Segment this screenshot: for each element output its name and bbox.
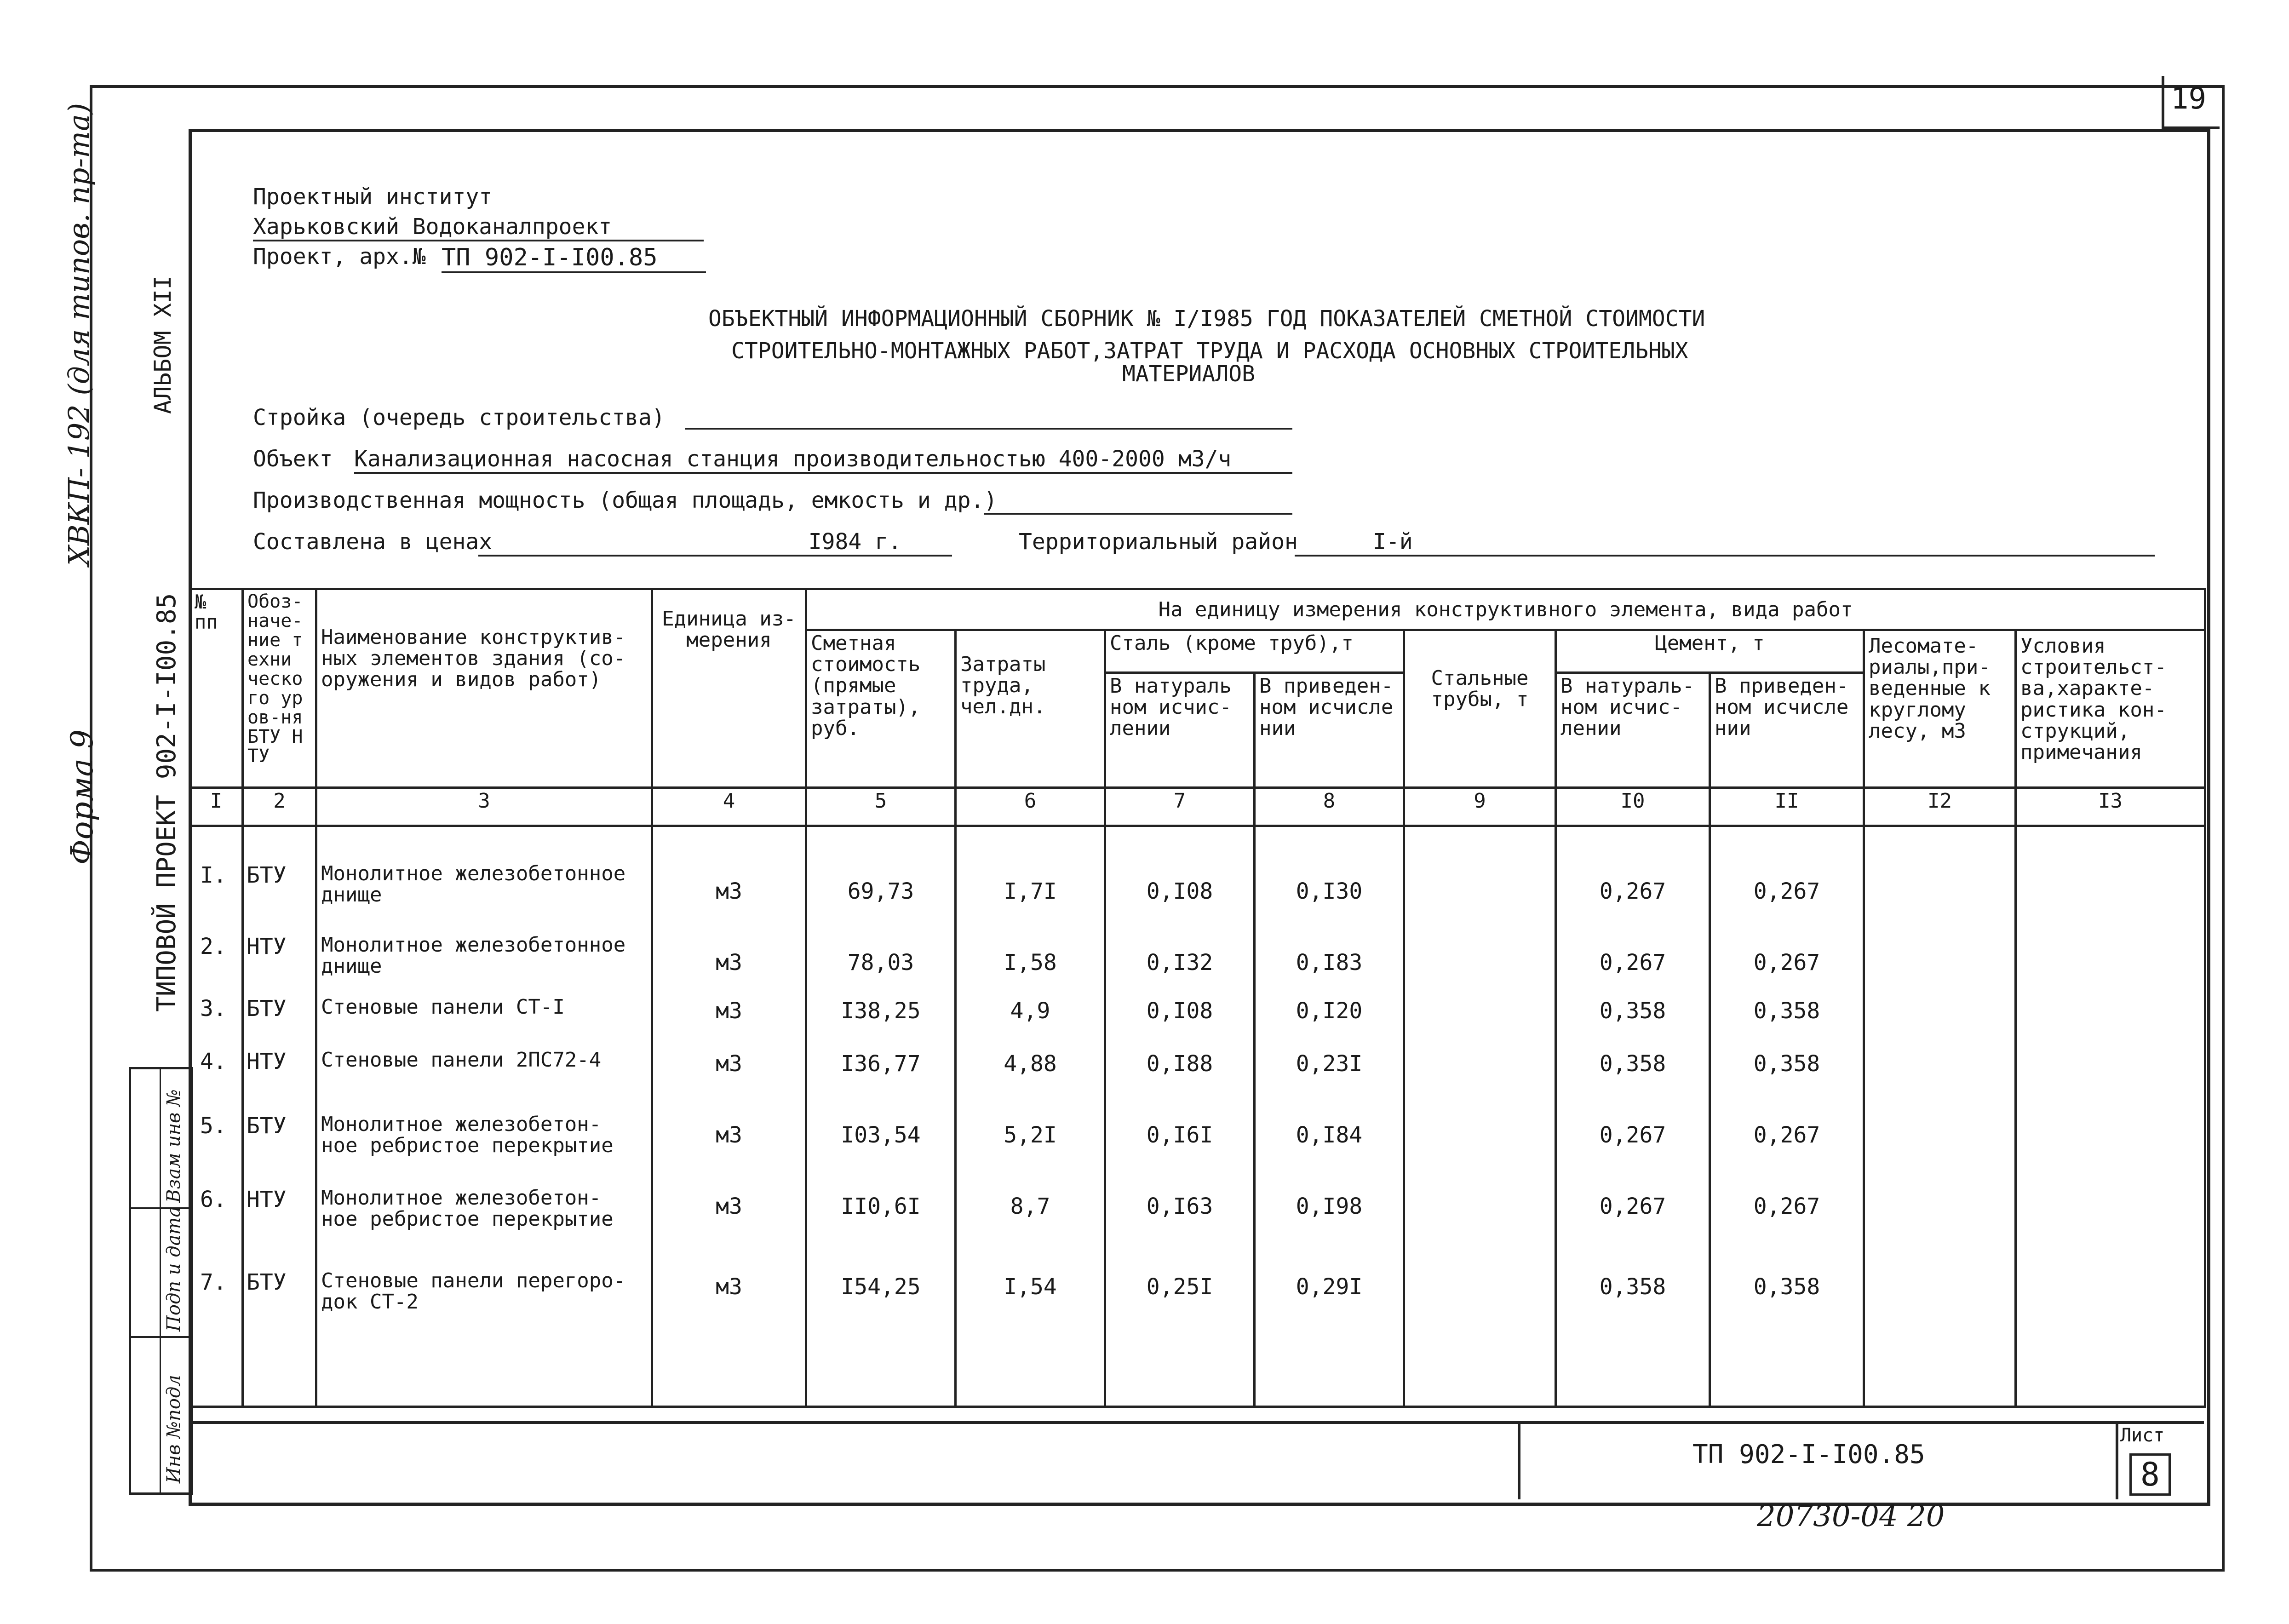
row-level: БТУ xyxy=(247,1113,287,1139)
stamp-replace: Взам инв № xyxy=(163,1089,184,1203)
row-name: Стеновые панели перегоро- xyxy=(321,1269,626,1292)
row-name: док СТ-2 xyxy=(321,1290,419,1314)
row-cost: 69,73 xyxy=(847,878,914,904)
body-col-number xyxy=(190,826,243,1407)
col-number: 4 xyxy=(652,788,806,826)
row-labor: 4,9 xyxy=(1010,998,1050,1024)
stamp-sign: Подп и дата xyxy=(163,1206,184,1331)
row-cost: I54,25 xyxy=(841,1274,921,1300)
row-cement-reduced: 0,358 xyxy=(1753,998,1820,1024)
row-unit: м3 xyxy=(716,1274,742,1300)
body-col-unit xyxy=(652,826,806,1407)
row-unit: м3 xyxy=(716,1194,742,1219)
document-title-2: СТРОИТЕЛЬНО-МОНТАЖНЫХ РАБОТ,ЗАТРАТ ТРУДА И РАСХОДА ОСНОВНЫХ СТРОИТЕЛЬНЫХ xyxy=(731,338,1688,364)
body-col-timber xyxy=(1864,826,2016,1407)
capacity-label: Производственная мощность (общая площадь, емкость и др.) xyxy=(253,488,998,513)
row-steel-natural: 0,I63 xyxy=(1146,1194,1213,1219)
row-cement-natural: 0,267 xyxy=(1599,1194,1666,1219)
project-label: Проект, арх.№ xyxy=(253,244,426,270)
col-number: 8 xyxy=(1255,788,1404,826)
row-labor: I,58 xyxy=(1004,950,1057,976)
row-steel-reduced: 0,I30 xyxy=(1296,878,1363,904)
row-steel-reduced: 0,I20 xyxy=(1296,998,1363,1024)
col-header-9: Стальные трубы, т xyxy=(1404,630,1556,788)
row-name: ное ребристое перекрытие xyxy=(321,1134,614,1157)
col-number: 9 xyxy=(1404,788,1556,826)
row-cement-reduced: 0,267 xyxy=(1753,1194,1820,1219)
row-steel-natural: 0,I08 xyxy=(1146,998,1213,1024)
body-col-name xyxy=(316,826,652,1407)
body-col-labor xyxy=(956,826,1105,1407)
row-steel-reduced: 0,I84 xyxy=(1296,1122,1363,1148)
registry-note: ХВКП- 192 (для типов. пр-та) xyxy=(62,103,96,566)
col-header-12: Лесомате-риалы,при-веденные к круглому лесу, м3 xyxy=(1864,630,2016,788)
row-steel-natural: 0,I32 xyxy=(1146,950,1213,976)
col-number: 5 xyxy=(806,788,956,826)
col-number: I xyxy=(190,788,243,826)
row-steel-natural: 0,I08 xyxy=(1146,878,1213,904)
body-col-notes xyxy=(2016,826,2205,1407)
row-unit: м3 xyxy=(716,1122,742,1148)
row-name: ное ребристое перекрытие xyxy=(321,1207,614,1231)
column-numbers-row xyxy=(190,788,2205,826)
col-number: 6 xyxy=(956,788,1105,826)
row-number: 2. xyxy=(200,934,227,959)
row-name: днище xyxy=(321,883,382,907)
body-col-steel-natural xyxy=(1105,826,1255,1407)
stamp-inv: Инв №подл xyxy=(163,1375,184,1483)
body-col-cement-natural xyxy=(1556,826,1710,1407)
body-col-steel-reduced xyxy=(1255,826,1404,1407)
col-number: 7 xyxy=(1105,788,1255,826)
indicators-table xyxy=(189,588,2206,1408)
col-header-2: Обоз-наче-ние техни ческо го уров-ня БТУ НТУ xyxy=(243,589,316,788)
object-value: Канализационная насосная станция производительностью 400-2000 м3/ч xyxy=(354,446,1292,474)
row-steel-natural: 0,25I xyxy=(1146,1274,1213,1300)
row-level: БТУ xyxy=(247,1269,287,1295)
row-labor: 4,88 xyxy=(1004,1051,1057,1077)
document-title-3: МАТЕРИАЛОВ xyxy=(1122,361,1255,387)
row-steel-reduced: 0,23I xyxy=(1296,1051,1363,1077)
row-unit: м3 xyxy=(716,878,742,904)
col-number: I3 xyxy=(2016,788,2205,826)
form-label: Форма 9 xyxy=(64,729,100,865)
row-number: 4. xyxy=(200,1049,227,1074)
row-cost: I36,77 xyxy=(841,1051,921,1077)
group-header: На единицу измерения конструктивного элемента, вида работ xyxy=(806,589,2205,630)
col-header-3: Наименование конструктив-ных элементов здания (со-оружения и видов работ) xyxy=(316,589,652,788)
row-cement-reduced: 0,267 xyxy=(1753,1122,1820,1148)
album-label: АЛЬБОМ XII xyxy=(149,275,176,414)
row-cement-natural: 0,267 xyxy=(1599,950,1666,976)
project-number: ТП 902-I-I00.85 xyxy=(442,244,706,273)
prices-year-field xyxy=(478,529,952,557)
row-number: I. xyxy=(200,862,227,888)
district-label: Территориальный район xyxy=(1019,529,1298,555)
object-label: Объект xyxy=(253,446,333,472)
row-name: Монолитное железобетон- xyxy=(321,1113,602,1136)
row-level: НТУ xyxy=(247,1187,287,1212)
col-header-8: В приведен-ном исчисле нии xyxy=(1255,673,1404,788)
row-number: 5. xyxy=(200,1113,227,1139)
row-level: БТУ xyxy=(247,996,287,1021)
body-col-level xyxy=(243,826,316,1407)
row-level: НТУ xyxy=(247,934,287,959)
list-number: 8 xyxy=(2129,1453,2171,1496)
sheet-number: 19 xyxy=(2171,82,2207,116)
col-header-11: В приведен-ном исчисле нии xyxy=(1710,673,1864,788)
col-header-10: В натураль-ном исчис-лении xyxy=(1556,673,1710,788)
body-col-cement-reduced xyxy=(1710,826,1864,1407)
col-number: 3 xyxy=(316,788,652,826)
row-cement-natural: 0,358 xyxy=(1599,998,1666,1024)
row-labor: I,54 xyxy=(1004,1274,1057,1300)
col-number: 2 xyxy=(243,788,316,826)
row-number: 6. xyxy=(200,1187,227,1212)
footer-code: ТП 902-I-I00.85 xyxy=(1692,1440,1925,1469)
col-header-13: Условия строительст-ва,характе-ристика кон-струкций, примечания xyxy=(2016,630,2205,788)
capacity-line xyxy=(984,513,1292,515)
approval-stamp xyxy=(129,1067,193,1495)
col-header-4: Единица из-мерения xyxy=(652,589,806,788)
prices-year: I984 г. xyxy=(808,529,901,555)
institute-name: Харьковский Водоканалпроект xyxy=(253,214,704,241)
footer-divider xyxy=(1518,1421,1520,1499)
row-cement-natural: 0,358 xyxy=(1599,1051,1666,1077)
document-number: 20730-04 20 xyxy=(1757,1499,1945,1533)
row-labor: I,7I xyxy=(1004,878,1057,904)
row-name: Стеновые панели 2ПС72-4 xyxy=(321,1048,602,1072)
row-cement-natural: 0,358 xyxy=(1599,1274,1666,1300)
row-cost: II0,6I xyxy=(841,1194,921,1219)
construction-line xyxy=(685,428,1292,430)
row-cement-natural: 0,267 xyxy=(1599,878,1666,904)
row-steel-reduced: 0,29I xyxy=(1296,1274,1363,1300)
row-labor: 5,2I xyxy=(1004,1122,1057,1148)
row-labor: 8,7 xyxy=(1010,1194,1050,1219)
row-name: Монолитное железобетон- xyxy=(321,1186,602,1210)
row-steel-natural: 0,I88 xyxy=(1146,1051,1213,1077)
row-level: БТУ xyxy=(247,862,287,888)
row-cement-reduced: 0,358 xyxy=(1753,1051,1820,1077)
col-header-7: В натураль ном исчис-лении xyxy=(1105,673,1255,788)
row-cost: 78,03 xyxy=(847,950,914,976)
row-name: днище xyxy=(321,954,382,978)
row-number: 3. xyxy=(200,996,227,1021)
body-col-pipes xyxy=(1404,826,1556,1407)
row-unit: м3 xyxy=(716,950,742,976)
col-header-1: № пп xyxy=(190,589,243,788)
district-field xyxy=(1295,529,2155,557)
col-number: I0 xyxy=(1556,788,1710,826)
prices-label: Составлена в ценах xyxy=(253,529,493,555)
row-unit: м3 xyxy=(716,998,742,1024)
document-title: ОБЪЕКТНЫЙ ИНФОРМАЦИОННЫЙ СБОРНИК № I/I985 ГОД ПОКАЗАТЕЛЕЙ СМЕТНОЙ СТОИМОСТИ xyxy=(708,306,1705,332)
steel-header: Сталь (кроме труб),т xyxy=(1105,630,1404,673)
col-number: I2 xyxy=(1864,788,2016,826)
row-cost: I38,25 xyxy=(841,998,921,1024)
header-row-1 xyxy=(190,589,2205,630)
row-cost: I03,54 xyxy=(841,1122,921,1148)
body-col-cost xyxy=(806,826,956,1407)
row-cement-reduced: 0,267 xyxy=(1753,950,1820,976)
row-level: НТУ xyxy=(247,1049,287,1074)
list-label: Лист xyxy=(2120,1425,2165,1446)
table-body xyxy=(190,826,2205,1407)
district-value: I-й xyxy=(1373,529,1413,555)
row-cement-reduced: 0,358 xyxy=(1753,1274,1820,1300)
row-steel-reduced: 0,I83 xyxy=(1296,950,1363,976)
construction-label: Стройка (очередь строительства) xyxy=(253,405,665,430)
col-header-5: Сметная стоимость (прямые затраты), руб. xyxy=(806,630,956,788)
row-name: Монолитное железобетонное xyxy=(321,933,626,957)
cement-header: Цемент, т xyxy=(1556,630,1864,673)
row-unit: м3 xyxy=(716,1051,742,1077)
row-cement-reduced: 0,267 xyxy=(1753,878,1820,904)
row-number: 7. xyxy=(200,1269,227,1295)
row-name: Стеновые панели СТ-I xyxy=(321,995,565,1019)
row-steel-reduced: 0,I98 xyxy=(1296,1194,1363,1219)
institute-label: Проектный институт xyxy=(253,184,493,210)
project-vertical: ТИПОВОЙ ПРОЕКТ 902-I-I00.85 xyxy=(152,593,182,1012)
col-header-6: Затраты труда, чел.дн. xyxy=(956,630,1105,788)
row-name: Монолитное железобетонное xyxy=(321,862,626,885)
row-cement-natural: 0,267 xyxy=(1599,1122,1666,1148)
col-number: II xyxy=(1710,788,1864,826)
row-steel-natural: 0,I6I xyxy=(1146,1122,1213,1148)
